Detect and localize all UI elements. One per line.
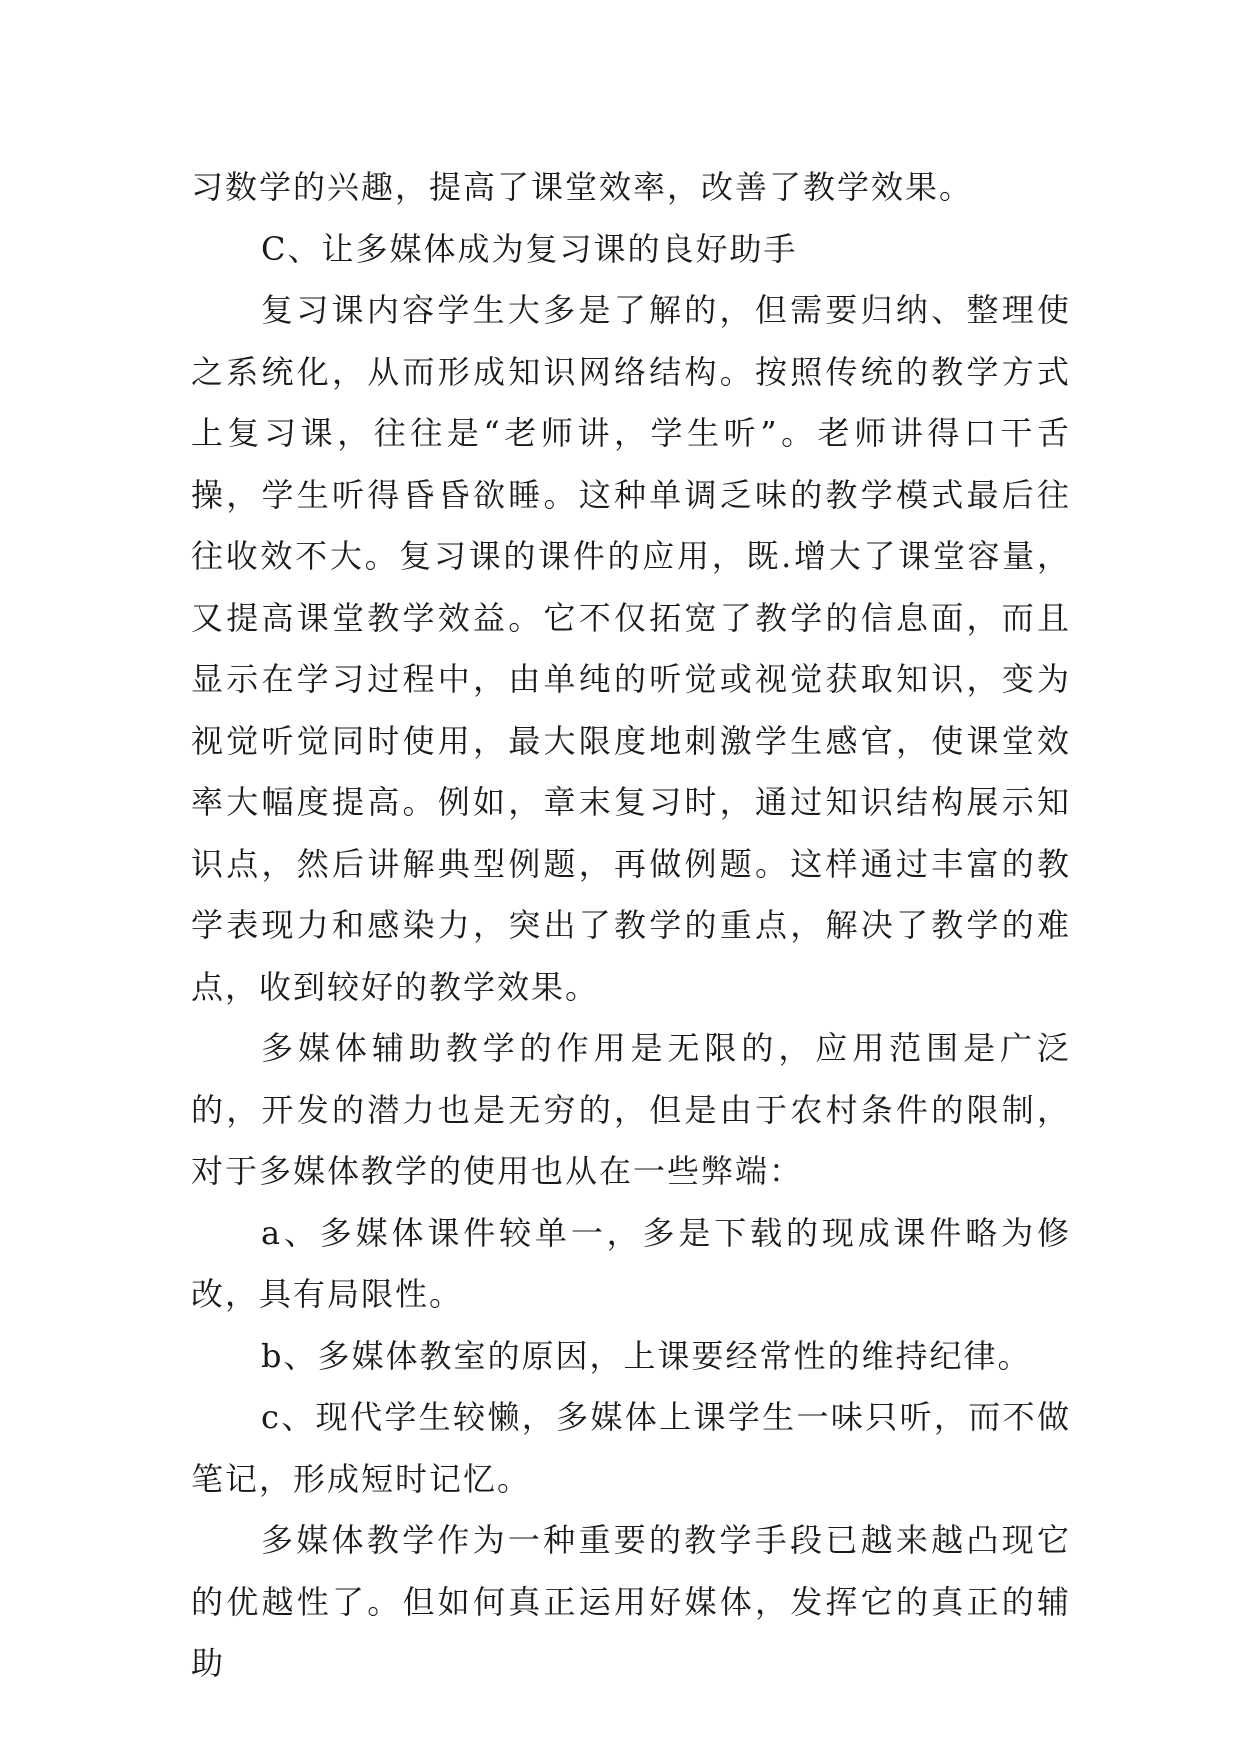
- paragraph-review-class: 复习课内容学生大多是了解的，但需要归纳、整理使之系统化，从而形成知识网络结构。按照传统的教学方式上复习课，往往是“老师讲，学生听”。老师讲得口干舌操，学生听得昏昏欲睡。这种单调乏味的教学模式最后往往收效不大。复习课的课件的应用，既.增大了课堂容量，又提高课堂教学效益。它不仅拓宽了教学的信息面，而且显示在学习过程中，由单纯的听觉或视觉获取知识，变为视觉听觉同时使用，最大限度地刺激学生感官，使课堂效率大幅度提高。例如，章末复习时，通过知识结构展示知识点，然后讲解典型例题，再做例题。这样通过丰富的教学表现力和感染力，突出了教学的重点，解决了教学的难点，收到较好的教学效果。: [191, 291, 1071, 1006]
- list-item-b: b、多媒体教室的原因，上课要经常性的维持纪律。: [261, 1336, 1032, 1375]
- paragraph-limitations-intro: 多媒体辅助教学的作用是无限的，应用范围是广泛的，开发的潜力也是无穷的，但是由于农村条件的限制，对于多媒体教学的使用也从在一些弊端：: [191, 1029, 1071, 1190]
- body-text: [191, 157, 1071, 1695]
- paragraph-continuation: 习数学的兴趣，提高了课堂效率，改善了教学效果。: [191, 168, 974, 206]
- list-item-a: a、多媒体课件较单一，多是下载的现成课件略为修改，具有局限性。: [191, 1213, 1071, 1313]
- list-item-c: c、现代学生较懒，多媒体上课学生一味只听，而不做笔记，形成短时记忆。: [191, 1398, 1071, 1498]
- paragraph-conclusion: 多媒体教学作为一种重要的教学手段已越来越凸现它的优越性了。但如何真正运用好媒体，发挥它的真正的辅助: [191, 1521, 1071, 1682]
- section-heading-c: C、让多媒体成为复习课的良好助手: [261, 229, 798, 268]
